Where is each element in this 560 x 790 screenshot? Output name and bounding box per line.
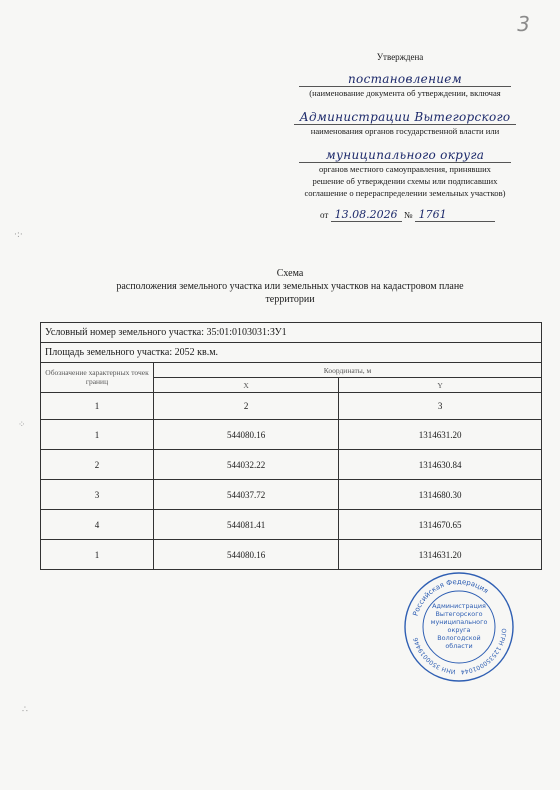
point-cell: 1	[41, 420, 154, 450]
number-underline	[451, 208, 495, 222]
coordinates-table	[40, 322, 542, 570]
scan-speck: ·:·	[14, 230, 23, 240]
point-cell: 1	[41, 540, 154, 570]
table-row	[41, 510, 542, 540]
table-row	[41, 450, 542, 480]
municipal-caption-2: решение об утверждении схемы или подписавших	[312, 176, 498, 187]
column-header-points: Обозначение характерных точек границ	[41, 363, 154, 393]
x-coordinate-cell: 544080.16	[154, 540, 339, 570]
document-name-handwritten: постановлением	[299, 73, 511, 87]
y-coordinate-cell: 1314630.84	[339, 450, 542, 480]
municipal-caption-3: соглашение о перераспределении земельных участков)	[304, 187, 506, 198]
point-cell: 3	[41, 480, 154, 510]
date-prefix: от	[320, 210, 329, 221]
scheme-heading	[60, 268, 520, 306]
seal-center-line-1: Администрация	[432, 602, 486, 610]
page-number-mark: 3	[517, 12, 530, 36]
x-coordinate-cell: 544080.16	[154, 420, 339, 450]
cadastral-number-cell: Условный номер земельного участка: 35:01:0103031:ЗУ1	[41, 323, 542, 343]
seal-center-line-3: муниципального	[430, 618, 488, 626]
column-header-coordinates: Координаты, м	[154, 363, 542, 378]
seal-center-line-2: Вытегорского	[435, 610, 483, 618]
y-coordinate-cell: 1314631.20	[339, 540, 542, 570]
column-number-1: 1	[41, 393, 154, 420]
document-name-caption: (наименование документа об утверждении, включая	[309, 88, 501, 99]
scan-speck: ∴	[22, 705, 28, 715]
x-coordinate-cell: 544081.41	[154, 510, 339, 540]
area-cell: Площадь земельного участка: 2052 кв.м.	[41, 343, 542, 363]
table-row	[41, 540, 542, 570]
scan-speck: ⁘	[18, 420, 26, 430]
date-value: 13.08.2026	[331, 208, 402, 222]
scheme-subtitle-line2: территории	[265, 293, 315, 305]
number-sign: №	[403, 210, 413, 221]
seal-inn: ИНН 3500019446	[412, 636, 456, 675]
authority-caption: наименования органов государственной власти или	[310, 126, 500, 137]
column-number-3: 3	[339, 393, 542, 420]
y-coordinate-cell: 1314680.30	[339, 480, 542, 510]
seal-ogrn: ОГРН 125350001044	[460, 628, 508, 675]
table-row	[41, 480, 542, 510]
y-coordinate-cell: 1314631.20	[339, 420, 542, 450]
seal-center-line-4: округа	[447, 626, 471, 634]
point-cell: 2	[41, 450, 154, 480]
x-coordinate-cell: 544032.22	[154, 450, 339, 480]
approval-date-line	[320, 208, 540, 222]
seal-ring-text: Российская Федерация	[411, 577, 490, 617]
y-coordinate-cell: 1314670.65	[339, 510, 542, 540]
seal-center-line-5: Вологодской	[437, 634, 481, 642]
official-seal	[402, 570, 516, 684]
scheme-subtitle-line1: расположения земельного участка или земельных участков на кадастровом плане	[116, 280, 464, 292]
x-coordinate-cell: 544037.72	[154, 480, 339, 510]
column-number-2: 2	[154, 393, 339, 420]
authority-handwritten: Администрации Вытегорского	[294, 111, 517, 125]
approval-block	[270, 52, 540, 222]
scheme-title: Схема	[276, 268, 304, 279]
column-header-y: Y	[339, 378, 542, 393]
table-row	[41, 420, 542, 450]
column-header-x: X	[154, 378, 339, 393]
seal-center-line-6: области	[445, 642, 473, 650]
point-cell: 4	[41, 510, 154, 540]
municipal-handwritten: муниципального округа	[299, 149, 511, 163]
approval-title: Утверждена	[376, 52, 424, 62]
municipal-caption-1: органов местного самоуправления, принявших	[319, 164, 491, 175]
decree-number: 1761	[415, 208, 451, 222]
